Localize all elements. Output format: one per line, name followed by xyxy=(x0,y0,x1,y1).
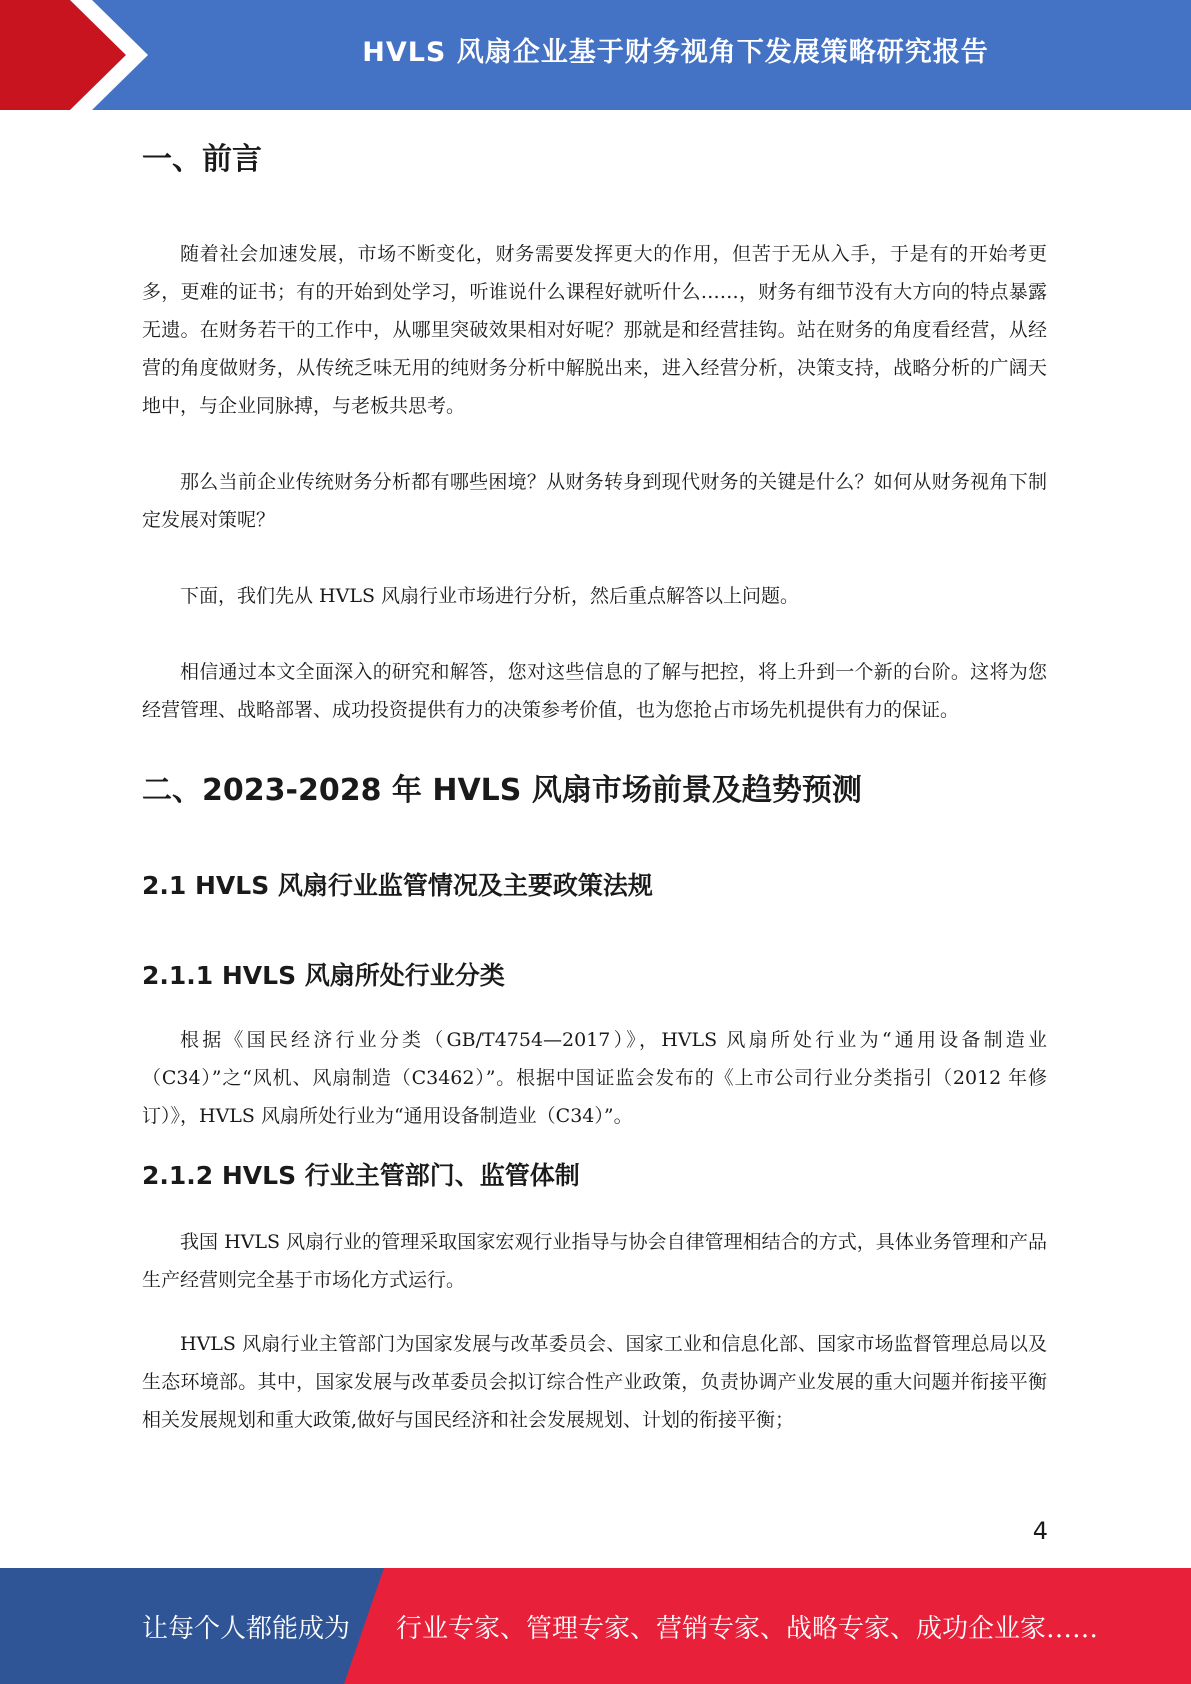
section-1-heading: 一、前言 xyxy=(142,142,262,177)
section-1-paragraph-4: 相信通过本文全面深入的研究和解答，您对这些信息的了解与把控，将上升到一个新的台阶。这将为您经营管理、战略部署、成功投资提供有力的决策参考价值，也为您抢占市场先机提供有力的保证。 xyxy=(142,661,1047,721)
document-body xyxy=(142,120,1047,1439)
header-title: HVLS 风扇企业基于财务视角下发展策略研究报告 xyxy=(362,36,989,68)
section-2-1-2-heading: 2.1.2 HVLS 行业主管部门、监管体制 xyxy=(142,1161,580,1190)
page-footer xyxy=(0,1568,1191,1684)
page-number: 4 xyxy=(1032,1517,1048,1545)
section-2-heading: 二、2023-2028 年 HVLS 风扇市场前景及趋势预测 xyxy=(142,773,862,808)
page-header xyxy=(0,0,1191,110)
section-1-paragraph-2: 那么当前企业传统财务分析都有哪些困境？从财务转身到现代财务的关键是什么？如何从财务视角下制定发展对策呢？ xyxy=(142,471,1047,531)
section-2-1-heading: 2.1 HVLS 风扇行业监管情况及主要政策法规 xyxy=(142,871,653,900)
section-2-1-1-paragraph: 根据《国民经济行业分类（GB/T4754—2017）》，HVLS 风扇所处行业为“通用设备制造业（C34）”之“风机、风扇制造（C3462）”。根据中国证监会发布的《上市公司行业分类指引（2012 年修订）》，HVLS 风扇所处行业为“通用设备制造业（C34）”。 xyxy=(142,1029,1047,1127)
section-1-paragraph-1: 随着社会加速发展，市场不断变化，财务需要发挥更大的作用，但苦于无从入手，于是有的开始考更多，更难的证书；有的开始到处学习，听谁说什么课程好就听什么……，财务有细节没有大方向的特点暴露无遗。在财务若干的工作中，从哪里突破效果相对好呢？那就是和经营挂钩。站在财务的角度看经营，从经营的角度做财务，从传统乏味无用的纯财务分析中解脱出来，进入经营分析，决策支持，战略分析的广阔天地中，与企业同脉搏，与老板共思考。 xyxy=(142,243,1047,417)
footer-slogan-right: 行业专家、管理专家、营销专家、战略专家、成功企业家…… xyxy=(396,1613,1099,1644)
section-1-paragraph-3: 下面，我们先从 HVLS 风扇行业市场进行分析，然后重点解答以上问题。 xyxy=(180,585,800,607)
section-2-1-2-paragraph-1: 我国 HVLS 风扇行业的管理采取国家宏观行业指导与协会自律管理相结合的方式，具体业务管理和产品生产经营则完全基于市场化方式运行。 xyxy=(142,1231,1047,1291)
section-2-1-2-paragraph-2: HVLS 风扇行业主管部门为国家发展与改革委员会、国家工业和信息化部、国家市场监督管理总局以及生态环境部。其中，国家发展与改革委员会拟订综合性产业政策，负责协调产业发展的重大问题并衔接平衡相关发展规划和重大政策,做好与国民经济和社会发展规划、计划的衔接平衡； xyxy=(142,1333,1047,1431)
footer-slogan-left: 让每个人都能成为 xyxy=(142,1613,351,1644)
section-2-1-1-heading: 2.1.1 HVLS 风扇所处行业分类 xyxy=(142,961,505,990)
